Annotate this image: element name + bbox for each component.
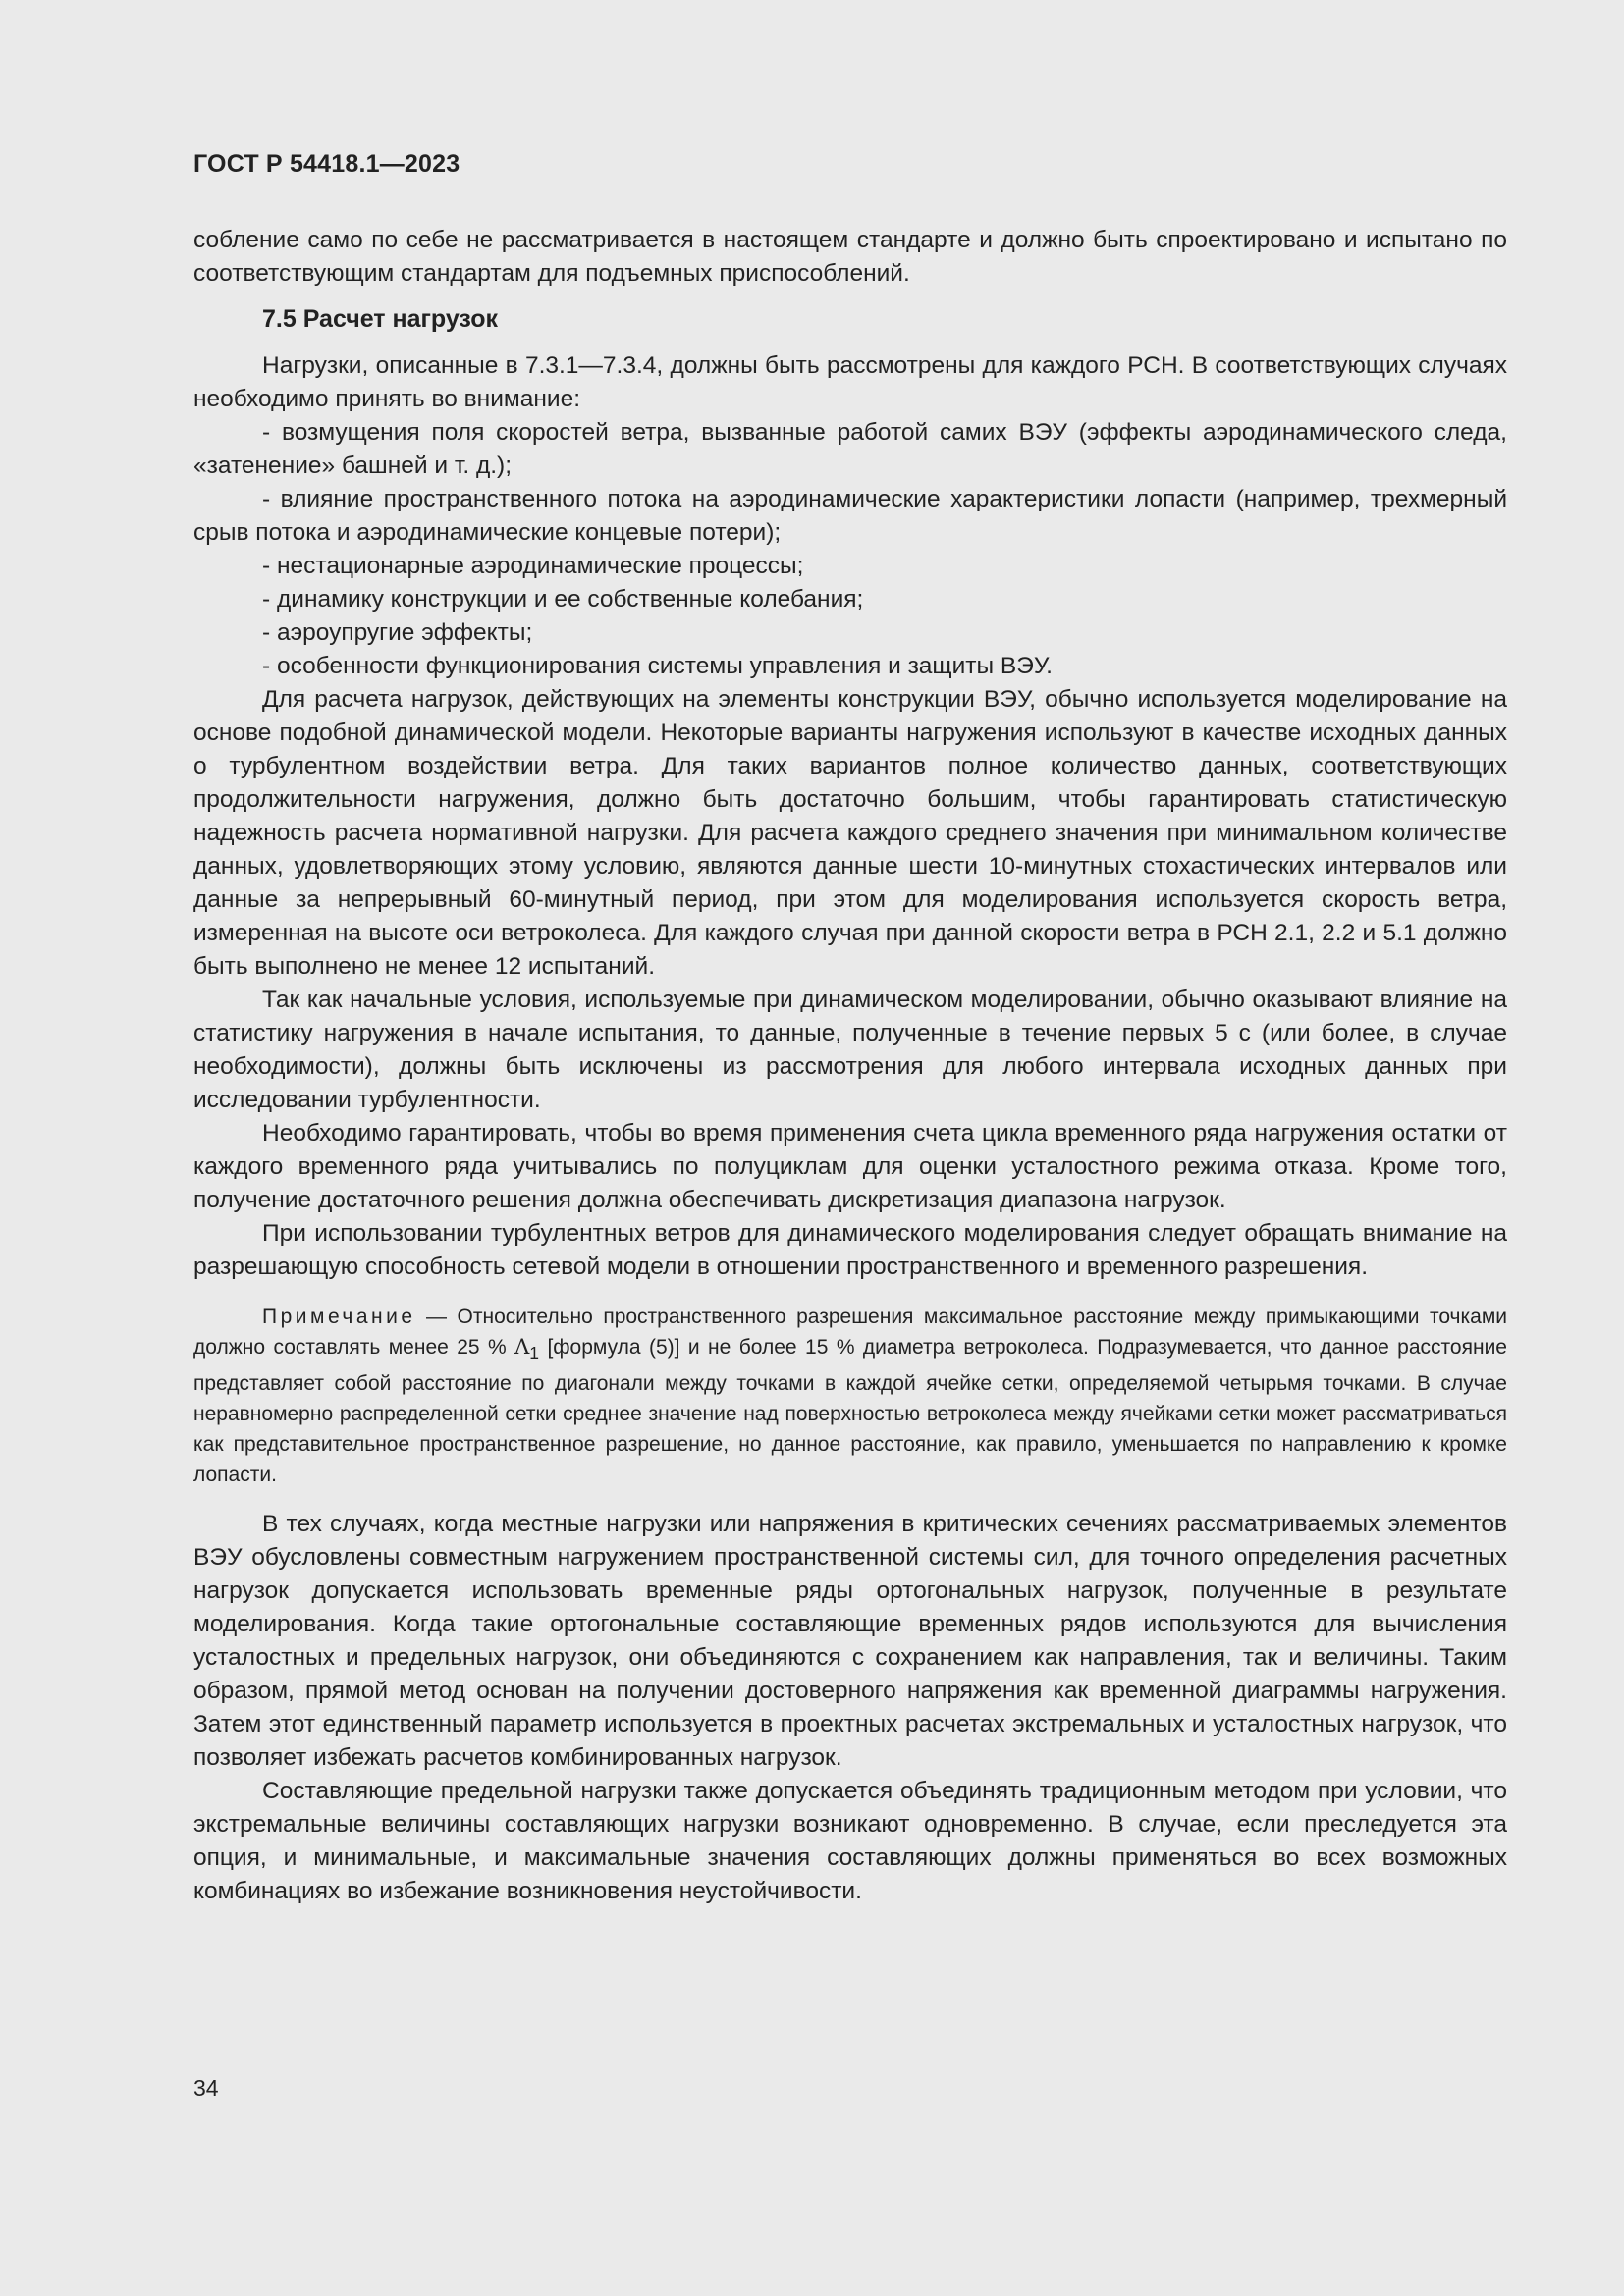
- list-item: - динамику конструкции и ее собственные колебания;: [262, 586, 864, 613]
- body-text: [193, 224, 1507, 1908]
- list-item: - возмущения поля скоростей ветра, вызванные работой самих ВЭУ (эффекты аэродинамического следа, «затенение» башней и т. д.);: [193, 419, 1507, 479]
- lambda-symbol: Λ: [514, 1335, 530, 1359]
- paragraph: Составляющие предельной нагрузки также допускается объединять традиционным методом при условии, что экстремальные величины составляющих нагрузки возникают одновременно. В случае, если преследуется эта опция, и минимальные, и максимальные значения составляющих должны применяться во всех возможных комбинациях во избежание возникновения неустойчивости.: [193, 1778, 1507, 1905]
- paragraph: Так как начальные условия, используемые при динамическом моделировании, обычно оказывают влияние на статистику нагружения в начале испытания, то данные, полученные в течение первых 5 с (или более, в случае необходимости), должны быть исключены из рассмотрения для любого интервала исходных данных при исследовании турбулентности.: [193, 987, 1507, 1113]
- list-item: - нестационарные аэродинамические процессы;: [262, 553, 804, 579]
- paragraph: В тех случаях, когда местные нагрузки или напряжения в критических сечениях рассматриваемых элементов ВЭУ обусловлены совместным нагружением пространственной системы сил, для точного определения расчетных нагрузок допускается использовать временные ряды ортогональных нагрузок, полученные в результате моделирования. Когда такие ортогональные составляющие временных рядов используются для вычисления усталостных и предельных нагрузок, они объединяются с сохранением как направления, так и величины. Таким образом, прямой метод основан на получении достоверного напряжения как временной диаграммы нагружения. Затем этот единственный параметр используется в проектных расчетах экстремальных и усталостных нагрузок, что позволяет избежать расчетов комбинированных нагрузок.: [193, 1511, 1507, 1772]
- paragraph: Для расчета нагрузок, действующих на элементы конструкции ВЭУ, обычно используется моделирование на основе подобной динамической модели. Некоторые варианты нагружения используют в качестве исходных данных о турбулентном воздействии ветра. Для таких вариантов полное количество данных, соответствующих продолжительности нагружения, должно быть достаточно большим, чтобы гарантировать статистическую надежность расчета нормативной нагрузки. Для расчета каждого среднего значения при минимальном количестве данных, удовлетворяющих этому условию, являются данные шести 10-минутных стохастических интервалов или данные за непрерывный 60-минутный период, при этом для моделирования используется скорость ветра, измеренная на высоте оси ветроколеса. Для каждого случая при данной скорости ветра в РСН 2.1, 2.2 и 5.1 должно быть выполнено не менее 12 испытаний.: [193, 686, 1507, 980]
- paragraph: При использовании турбулентных ветров для динамического моделирования следует обращать внимание на разрешающую способность сетевой модели в отношении пространственного и временного разрешения.: [193, 1220, 1507, 1280]
- document-code-header: ГОСТ Р 54418.1—2023: [193, 150, 460, 178]
- section-title: 7.5 Расчет нагрузок: [262, 305, 499, 333]
- document-page: [193, 0, 1507, 2296]
- lambda-subscript: 1: [529, 1343, 540, 1363]
- list-item: - аэроупругие эффекты;: [262, 619, 533, 646]
- paragraph-continuation: собление само по себе не рассматривается в настоящем стандарте и должно быть спроектировано и испытано по соответствующим стандартам для подъемных приспособлений.: [193, 227, 1507, 287]
- note-text-before: — Относительно пространственного разрешения максимальное расстояние между примыкающими точками должно составлять менее 25 %: [193, 1306, 1507, 1359]
- list-item: - особенности функционирования системы управления и защиты ВЭУ.: [262, 653, 1053, 679]
- note-label: Примечание: [262, 1306, 416, 1328]
- note: [193, 1302, 1507, 1490]
- list-item: - влияние пространственного потока на аэродинамические характеристики лопасти (например, трехмерный срыв потока и аэродинамические концевые потери);: [193, 486, 1507, 546]
- note-text-after: [формула (5)] и не более 15 % диаметра ветроколеса. Подразумевается, что данное расстояние представляет собой расстояние по диагонали между точками в каждой ячейке сетки, определяемой четырьмя точками. В случае неравномерно распределенной сетки среднее значение над поверхностью ветроколеса между ячейками сетки может рассматриваться как представительное пространственное разрешение, но данное расстояние, как правило, уменьшается по направлению к кромке лопасти.: [193, 1336, 1507, 1487]
- paragraph: Необходимо гарантировать, чтобы во время применения счета цикла временного ряда нагружения остатки от каждого временного ряда учитывались по полуциклам для оценки усталостного режима отказа. Кроме того, получение достаточного решения должна обеспечивать дискретизация диапазона нагрузок.: [193, 1120, 1507, 1213]
- paragraph: Нагрузки, описанные в 7.3.1—7.3.4, должны быть рассмотрены для каждого РСН. В соответствующих случаях необходимо принять во внимание:: [193, 352, 1507, 412]
- page-number: 34: [193, 2075, 219, 2101]
